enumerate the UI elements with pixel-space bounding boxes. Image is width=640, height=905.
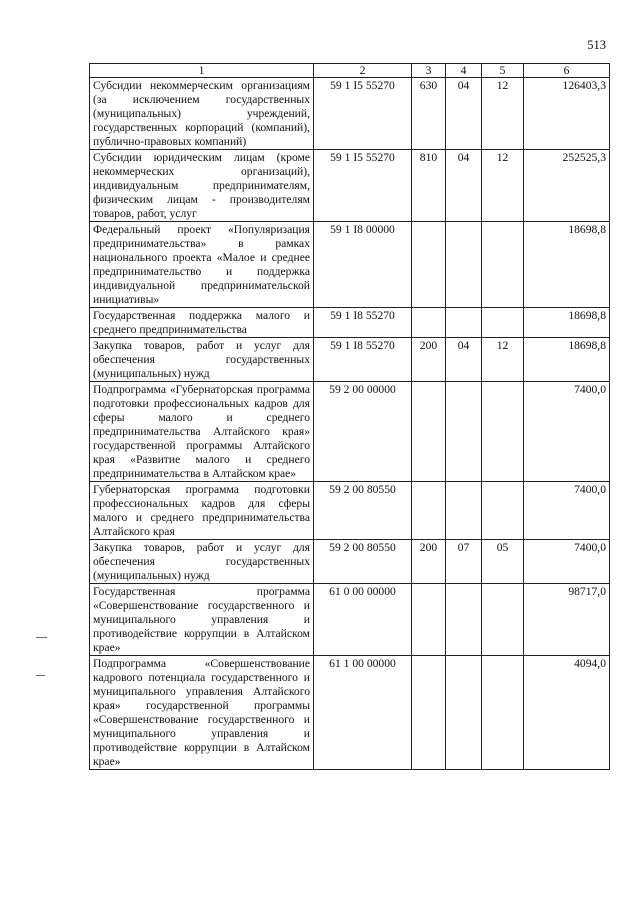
row-amount-cell: 7400,0 xyxy=(524,482,610,540)
row-amount-cell: 7400,0 xyxy=(524,540,610,584)
row-code-cell: 59 1 I8 55270 xyxy=(314,308,412,338)
row-section-cell: 07 xyxy=(446,540,482,584)
row-code-cell: 59 1 I5 55270 xyxy=(314,150,412,222)
row-amount-cell: 7400,0 xyxy=(524,382,610,482)
table-row xyxy=(90,150,610,222)
header-cell: 5 xyxy=(482,64,524,78)
table-header-row xyxy=(90,64,610,78)
row-expense-type-cell xyxy=(412,308,446,338)
row-name-cell: Закупка товаров, работ и услуг для обеспечения государственных (муниципальных) нужд xyxy=(90,540,314,584)
row-section-cell: 04 xyxy=(446,150,482,222)
row-name-cell: Подпрограмма «Совершенствование кадрового потенциала государственного и муниципального управления Алтайского края» государственной программы «Совершенствование государственного и муниципального управления и противодействие коррупции в Алтайском крае» xyxy=(90,656,314,770)
row-section-cell xyxy=(446,482,482,540)
row-code-cell: 59 2 00 80550 xyxy=(314,540,412,584)
row-name-cell: Субсидии юридическим лицам (кроме некоммерческих организаций), индивидуальным предпринимателям, физическим лицам - производителям товаров, работ, услуг xyxy=(90,150,314,222)
row-code-cell: 59 1 I5 55270 xyxy=(314,78,412,150)
row-name-cell: Губернаторская программа подготовки профессиональных кадров для сферы малого и среднего предпринимательства Алтайского края xyxy=(90,482,314,540)
row-expense-type-cell xyxy=(412,482,446,540)
row-code-cell: 61 1 00 00000 xyxy=(314,656,412,770)
row-name-cell: Федеральный проект «Популяризация предпринимательства» в рамках национального проекта «Малое и среднее предпринимательство и поддержка индивидуальной предпринимательской инициативы» xyxy=(90,222,314,308)
header-cell: 2 xyxy=(314,64,412,78)
row-amount-cell: 18698,8 xyxy=(524,222,610,308)
row-section-cell: 04 xyxy=(446,338,482,382)
row-amount-cell: 18698,8 xyxy=(524,308,610,338)
row-amount-cell: 126403,3 xyxy=(524,78,610,150)
row-subsection-cell xyxy=(482,222,524,308)
row-name-cell: Закупка товаров, работ и услуг для обеспечения государственных (муниципальных) нужд xyxy=(90,338,314,382)
row-expense-type-cell xyxy=(412,382,446,482)
row-name-cell: Государственная программа «Совершенствование государственного и муниципального управления и противодействие коррупции в Алтайском крае» xyxy=(90,584,314,656)
row-subsection-cell xyxy=(482,482,524,540)
table-row xyxy=(90,656,610,770)
row-code-cell: 59 2 00 00000 xyxy=(314,382,412,482)
row-code-cell: 59 1 I8 00000 xyxy=(314,222,412,308)
header-cell: 3 xyxy=(412,64,446,78)
table-row xyxy=(90,584,610,656)
row-subsection-cell xyxy=(482,308,524,338)
margin-mark xyxy=(36,675,45,676)
row-subsection-cell: 12 xyxy=(482,78,524,150)
row-expense-type-cell: 630 xyxy=(412,78,446,150)
row-name-cell: Субсидии некоммерческим организациям (за исключением государственных (муниципальных) учреждений, государственных корпораций (компаний), публично-правовых компаний) xyxy=(90,78,314,150)
row-subsection-cell: 05 xyxy=(482,540,524,584)
row-subsection-cell xyxy=(482,584,524,656)
row-section-cell xyxy=(446,222,482,308)
row-expense-type-cell: 200 xyxy=(412,338,446,382)
row-section-cell xyxy=(446,584,482,656)
row-amount-cell: 252525,3 xyxy=(524,150,610,222)
table-row xyxy=(90,78,610,150)
header-cell: 1 xyxy=(90,64,314,78)
row-amount-cell: 4094,0 xyxy=(524,656,610,770)
table-row xyxy=(90,338,610,382)
row-name-cell: Государственная поддержка малого и среднего предпринимательства xyxy=(90,308,314,338)
row-section-cell: 04 xyxy=(446,78,482,150)
row-expense-type-cell: 810 xyxy=(412,150,446,222)
row-subsection-cell: 12 xyxy=(482,338,524,382)
table-row xyxy=(90,308,610,338)
header-cell: 6 xyxy=(524,64,610,78)
row-name-cell: Подпрограмма «Губернаторская программа подготовки профессиональных кадров для сферы малого и среднего предпринимательства Алтайского края» государственной программы Алтайского края «Развитие малого и среднего предпринимательства в Алтайском крае» xyxy=(90,382,314,482)
row-expense-type-cell xyxy=(412,584,446,656)
row-section-cell xyxy=(446,382,482,482)
table-row xyxy=(90,382,610,482)
row-expense-type-cell: 200 xyxy=(412,540,446,584)
row-section-cell xyxy=(446,656,482,770)
row-amount-cell: 18698,8 xyxy=(524,338,610,382)
row-expense-type-cell xyxy=(412,222,446,308)
row-amount-cell: 98717,0 xyxy=(524,584,610,656)
row-subsection-cell xyxy=(482,382,524,482)
table-row xyxy=(90,540,610,584)
row-expense-type-cell xyxy=(412,656,446,770)
row-subsection-cell: 12 xyxy=(482,150,524,222)
page-number: 513 xyxy=(587,38,606,52)
row-code-cell: 61 0 00 00000 xyxy=(314,584,412,656)
margin-mark xyxy=(36,637,47,638)
row-code-cell: 59 2 00 80550 xyxy=(314,482,412,540)
table-row xyxy=(90,482,610,540)
row-code-cell: 59 1 I8 55270 xyxy=(314,338,412,382)
table-row xyxy=(90,222,610,308)
header-cell: 4 xyxy=(446,64,482,78)
row-subsection-cell xyxy=(482,656,524,770)
budget-table xyxy=(89,63,610,770)
row-section-cell xyxy=(446,308,482,338)
